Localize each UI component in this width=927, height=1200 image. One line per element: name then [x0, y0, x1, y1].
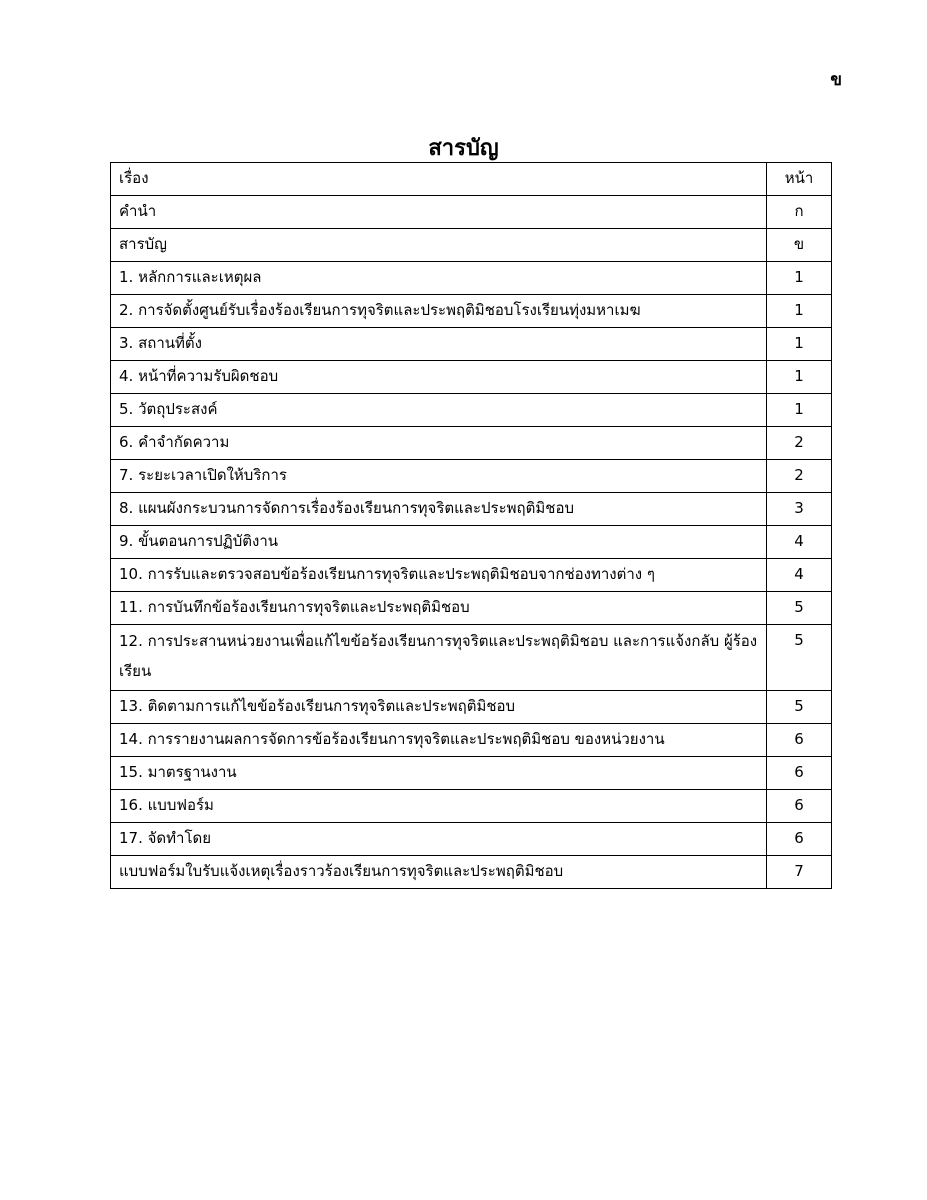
toc-topic: 16. แบบฟอร์ม: [111, 790, 767, 823]
toc-row: [111, 823, 832, 856]
toc-page: 5: [767, 592, 832, 625]
toc-row: [111, 361, 832, 394]
toc-page: 1: [767, 328, 832, 361]
toc-row: [111, 427, 832, 460]
toc-topic: คำนำ: [111, 196, 767, 229]
toc-row: [111, 394, 832, 427]
toc-row: [111, 460, 832, 493]
toc-topic: 12. การประสานหน่วยงานเพื่อแก้ไขข้อร้องเรียนการทุจริตและประพฤติมิชอบ และการแจ้งกลับ ผู้ร้องเรียน: [111, 625, 767, 691]
toc-header-row: [111, 163, 832, 196]
toc-row: [111, 856, 832, 889]
toc-topic: 4. หน้าที่ความรับผิดชอบ: [111, 361, 767, 394]
toc-topic: 13. ติดตามการแก้ไขข้อร้องเรียนการทุจริตและประพฤติมิชอบ: [111, 691, 767, 724]
toc-topic: 9. ขั้นตอนการปฏิบัติงาน: [111, 526, 767, 559]
toc-topic: 1. หลักการและเหตุผล: [111, 262, 767, 295]
toc-table: [110, 162, 832, 889]
toc-row: [111, 229, 832, 262]
toc-row: [111, 790, 832, 823]
toc-topic: แบบฟอร์มใบรับแจ้งเหตุเรื่องราวร้องเรียนการทุจริตและประพฤติมิชอบ: [111, 856, 767, 889]
toc-page: 4: [767, 559, 832, 592]
toc-page: 6: [767, 757, 832, 790]
toc-header-topic: เรื่อง: [111, 163, 767, 196]
toc-page: 2: [767, 427, 832, 460]
toc-page: 2: [767, 460, 832, 493]
toc-topic: 8. แผนผังกระบวนการจัดการเรื่องร้องเรียนการทุจริตและประพฤติมิชอบ: [111, 493, 767, 526]
toc-page: ก: [767, 196, 832, 229]
toc-page: 1: [767, 394, 832, 427]
toc-topic: 14. การรายงานผลการจัดการข้อร้องเรียนการทุจริตและประพฤติมิชอบ ของหน่วยงาน: [111, 724, 767, 757]
toc-topic: สารบัญ: [111, 229, 767, 262]
toc-row: [111, 592, 832, 625]
toc-page: 3: [767, 493, 832, 526]
toc-topic: 6. คำจำกัดความ: [111, 427, 767, 460]
toc-topic: 17. จัดทำโดย: [111, 823, 767, 856]
toc-title: สารบัญ: [428, 136, 499, 161]
toc-topic: 11. การบันทึกข้อร้องเรียนการทุจริตและประพฤติมิชอบ: [111, 592, 767, 625]
toc-row: [111, 526, 832, 559]
toc-row: [111, 757, 832, 790]
toc-page: 7: [767, 856, 832, 889]
toc-page: 1: [767, 262, 832, 295]
toc-row: [111, 724, 832, 757]
toc-row: [111, 196, 832, 229]
toc-row: [111, 262, 832, 295]
toc-topic: 7. ระยะเวลาเปิดให้บริการ: [111, 460, 767, 493]
toc-page: 1: [767, 361, 832, 394]
page-number: ข: [830, 70, 842, 90]
toc-topic: 2. การจัดตั้งศูนย์รับเรื่องร้องเรียนการทุจริตและประพฤติมิชอบโรงเรียนทุ่งมหาเมฆ: [111, 295, 767, 328]
toc-row: [111, 295, 832, 328]
toc-topic: 10. การรับและตรวจสอบข้อร้องเรียนการทุจริตและประพฤติมิชอบจากช่องทางต่าง ๆ: [111, 559, 767, 592]
toc-page: 6: [767, 823, 832, 856]
toc-header-page: หน้า: [767, 163, 832, 196]
toc-page: 6: [767, 724, 832, 757]
toc-topic: 5. วัตถุประสงค์: [111, 394, 767, 427]
toc-topic: 15. มาตรฐานงาน: [111, 757, 767, 790]
toc-row: [111, 559, 832, 592]
toc-row: [111, 328, 832, 361]
toc-row: [111, 493, 832, 526]
toc-page: 5: [767, 625, 832, 691]
toc-page: 6: [767, 790, 832, 823]
toc-topic: 3. สถานที่ตั้ง: [111, 328, 767, 361]
toc-row: [111, 625, 832, 691]
toc-page: ข: [767, 229, 832, 262]
toc-page: 5: [767, 691, 832, 724]
toc-page: 1: [767, 295, 832, 328]
toc-page: 4: [767, 526, 832, 559]
toc-row: [111, 691, 832, 724]
